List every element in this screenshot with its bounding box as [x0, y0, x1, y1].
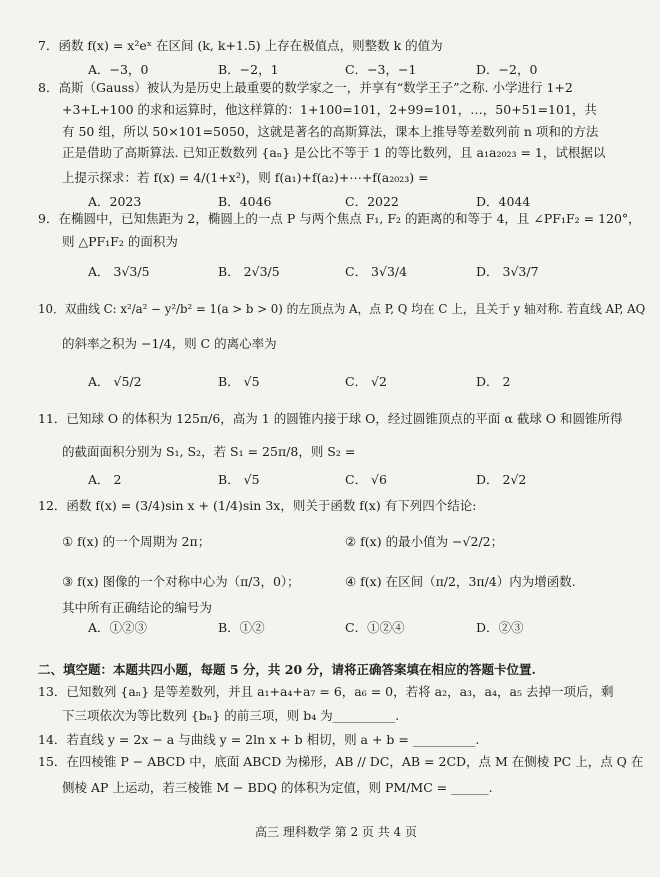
q12-option-c: C．①②④: [345, 620, 405, 635]
q8-line-2: +3+L+100 的求和运算时，他这样算的：1+100=101，2+99=101，…，50+51=101，共: [62, 102, 597, 117]
q11-option-b: B． √5: [218, 472, 260, 487]
q11-line-2: 的截面面积分别为 S₁, S₂，若 S₁ = 25π/8，则 S₂ =: [62, 444, 356, 459]
q8-line-1: 8．高斯（Gauss）被认为是历史上最重要的数学家之一，并享有“数学王子”之称. 小学进行 1+2: [38, 80, 573, 95]
q8-option-d: D．4044: [476, 194, 531, 209]
q8-line-3: 有 50 组，所以 50×101=5050，这就是著名的高斯算法，课本上推导等差数列前 n 项和的方法: [62, 124, 599, 139]
q11-option-a: A． 2: [88, 472, 122, 487]
page-footer: 高三 理科数学 第 2 页 共 4 页: [255, 825, 417, 839]
q12-option-a: A．①②③: [88, 620, 148, 635]
q10-option-c: C． √2: [345, 374, 387, 389]
q10-line-1: 10．双曲线 C: x²/a² − y²/b² = 1(a > b > 0) 的左顶点为 A，点 P, Q 均在 C 上，且关于 y 轴对称. 若直线 AP, AQ: [38, 302, 646, 316]
q12-prompt: 其中所有正确结论的编号为: [62, 600, 213, 615]
q11-line-1: 11．已知球 O 的体积为 125π/6，高为 1 的圆锥内接于球 O，经过圆锥顶点的平面 α 截球 O 和圆锥所得: [38, 411, 623, 426]
q12-option-b: B．①②: [218, 620, 265, 635]
q15-line-2: 侧棱 AP 上运动，若三棱锥 M − BDQ 的体积为定值，则 PM/MC = ______.: [62, 780, 493, 795]
q8-line-4: 正是借助了高斯算法. 已知正数数列 {aₙ} 是公比不等于 1 的等比数列，且 a₁a₂₀₂₃ = 1，试根据以: [62, 145, 606, 160]
q10-option-a: A． √5/2: [88, 374, 142, 389]
q14-line: 14．若直线 y = 2x − a 与曲线 y = 2ln x + b 相切，则 a + b = __________.: [38, 732, 480, 747]
q8-option-b: B．4046: [218, 194, 272, 209]
q10-option-b: B． √5: [218, 374, 260, 389]
q13-line-2: 下三项依次为等比数列 {bₙ} 的前三项，则 b₄ 为__________.: [62, 708, 400, 723]
q11-option-c: C． √6: [345, 472, 387, 487]
q8-option-a: A．2023: [88, 194, 142, 209]
q9-line-1: 9．在椭圆中，已知焦距为 2，椭圆上的一点 P 与两个焦点 F₁, F₂ 的距离的和等于 4，且 ∠PF₁F₂ = 120°，: [38, 211, 641, 226]
q12-conclusion-4: ④ f(x) 在区间（π/2，3π/4）内为增函数.: [345, 574, 576, 589]
q9-option-a: A． 3√3/5: [88, 264, 150, 279]
q13-line-1: 13．已知数列 {aₙ} 是等差数列，并且 a₁+a₄+a₇ = 6，a₆ = 0，若将 a₂，a₃，a₄，a₅ 去掉一项后，剩: [38, 684, 614, 699]
q11-option-d: D． 2√2: [476, 472, 527, 487]
q12-option-d: D．②③: [476, 620, 524, 635]
q8-line-5: 上提示探求：若 f(x) = 4/(1+x²)，则 f(a₁)+f(a₂)+⋯+f(a₂₀₂₃) =: [62, 170, 429, 185]
q8-option-c: C．2022: [345, 194, 399, 209]
q7-stem: 7．函数 f(x) = x²eˣ 在区间 (k, k+1.5) 上存在极值点，则整数 k 的值为: [38, 38, 443, 53]
q10-line-2: 的斜率之积为 −1/4，则 C 的离心率为: [62, 336, 277, 351]
q9-option-b: B． 2√3/5: [218, 264, 280, 279]
q9-option-c: C． 3√3/4: [345, 264, 408, 279]
section-2-heading: 二、填空题：本题共四小题，每题 5 分，共 20 分，请将正确答案填在相应的答题卡位置.: [38, 662, 536, 677]
q7-option-c: C．−3，−1: [345, 62, 417, 77]
q12-conclusion-1: ① f(x) 的一个周期为 2π；: [62, 534, 211, 549]
q15-line-1: 15．在四棱锥 P − ABCD 中，底面 ABCD 为梯形，AB // DC，AB = 2CD，点 M 在侧棱 PC 上，点 Q 在: [38, 754, 644, 769]
q12-conclusion-2: ② f(x) 的最小值为 −√2/2；: [345, 534, 504, 549]
q7-option-b: B．−2，1: [218, 62, 279, 77]
q7-option-d: D．−2，0: [476, 62, 538, 77]
q9-option-d: D． 3√3/7: [476, 264, 539, 279]
q10-option-d: D． 2: [476, 374, 511, 389]
q12-conclusion-3: ③ f(x) 图像的一个对称中心为（π/3，0）；: [62, 574, 300, 589]
q9-line-2: 则 △PF₁F₂ 的面积为: [62, 234, 178, 249]
q7-option-a: A．−3，0: [88, 62, 149, 77]
q12-stem: 12．函数 f(x) = (3/4)sin x + (1/4)sin 3x，则关于函数 f(x) 有下列四个结论:: [38, 498, 477, 513]
